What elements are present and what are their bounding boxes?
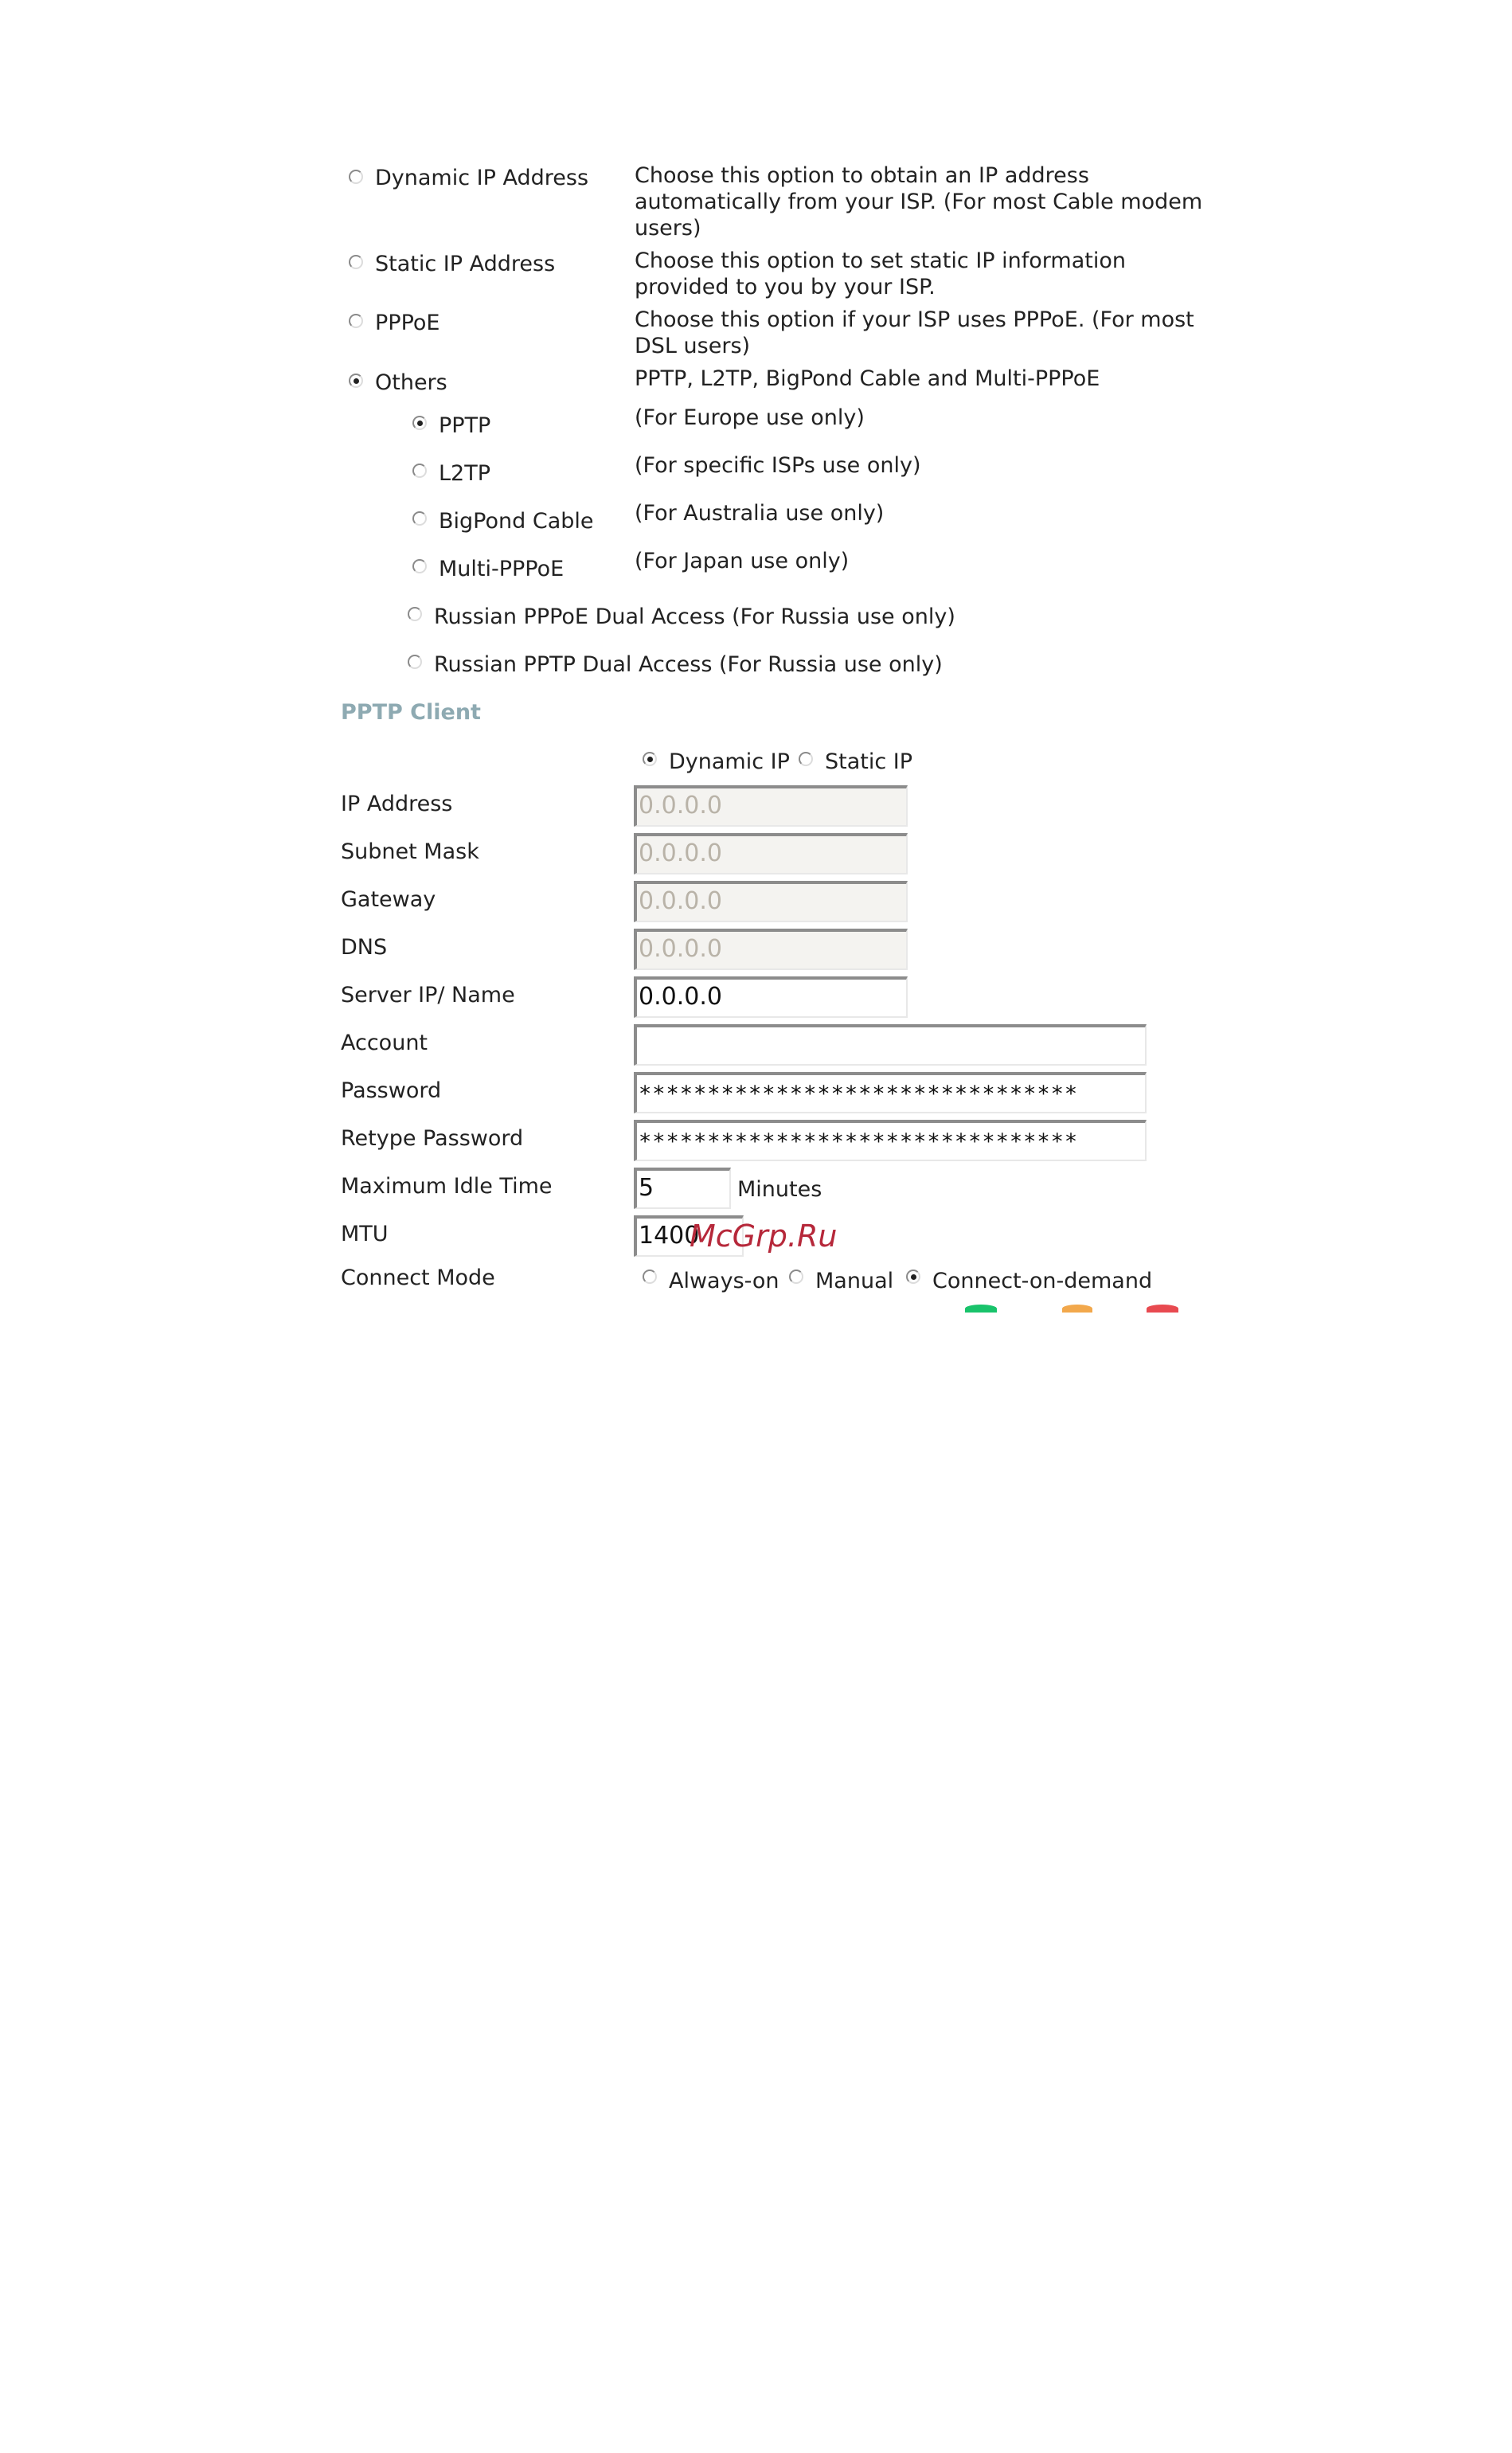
others-label: Others	[375, 370, 447, 395]
bigpond-label: BigPond Cable	[439, 509, 594, 534]
account-input[interactable]	[634, 1024, 1147, 1066]
multi-pppoe-radio[interactable]	[412, 559, 427, 573]
watermark-text: McGrp.Ru	[690, 1219, 838, 1254]
dns-input[interactable]: 0.0.0.0	[634, 929, 908, 970]
russian-pptp-radio[interactable]	[408, 655, 422, 669]
l2tp-desc: (For specific ISPs use only)	[635, 453, 921, 478]
dynamic-ip-radio[interactable]	[349, 170, 363, 184]
pptp-radio[interactable]	[412, 416, 427, 430]
manual-radio[interactable]	[789, 1270, 803, 1284]
subnet-mask-label: Subnet Mask	[341, 839, 479, 864]
connect-mode-label: Connect Mode	[341, 1266, 495, 1290]
gateway-input[interactable]: 0.0.0.0	[634, 881, 908, 922]
apply-button-partial[interactable]	[965, 1305, 997, 1313]
always-on-label: Always-on	[669, 1269, 779, 1293]
pptp-client-title: PPTP Client	[341, 700, 481, 725]
ip-address-input[interactable]: 0.0.0.0	[634, 785, 908, 827]
password-label: Password	[341, 1078, 442, 1103]
subnet-mask-input[interactable]: 0.0.0.0	[634, 833, 908, 874]
pptp-desc: (For Europe use only)	[635, 405, 865, 430]
idle-time-unit: Minutes	[737, 1177, 822, 1202]
bigpond-radio[interactable]	[412, 511, 427, 526]
pptp-label: PPTP	[439, 413, 491, 438]
pptp-static-ip-radio[interactable]	[799, 752, 813, 766]
bigpond-desc: (For Australia use only)	[635, 501, 885, 526]
pptp-static-ip-label: Static IP	[825, 749, 913, 774]
account-label: Account	[341, 1031, 428, 1055]
pptp-dynamic-ip-label: Dynamic IP	[669, 749, 790, 774]
server-input[interactable]: 0.0.0.0	[634, 976, 908, 1018]
cancel-button-partial[interactable]	[1062, 1305, 1092, 1313]
server-label: Server IP/ Name	[341, 983, 515, 1007]
pppoe-desc: Choose this option if your ISP uses PPPoE. (For most DSL users)	[635, 307, 1194, 358]
ip-address-label: IP Address	[341, 792, 453, 816]
multi-pppoe-desc: (For Japan use only)	[635, 549, 850, 573]
dynamic-ip-label: Dynamic IP Address	[375, 166, 589, 190]
retype-password-label: Retype Password	[341, 1126, 524, 1151]
static-ip-desc: Choose this option to set static IP information provided to you by your ISP.	[635, 248, 1126, 299]
retype-password-input[interactable]: ********************************	[634, 1120, 1147, 1161]
l2tp-radio[interactable]	[412, 464, 427, 478]
russian-pppoe-radio[interactable]	[408, 607, 422, 621]
russian-pptp-label: Russian PPTP Dual Access (For Russia use only)	[434, 652, 943, 677]
pppoe-label: PPPoE	[375, 311, 440, 335]
gateway-label: Gateway	[341, 887, 436, 912]
dynamic-ip-desc: Choose this option to obtain an IP address automatically from your ISP. (For most Cable modem users)	[635, 163, 1203, 241]
idle-time-input[interactable]: 5	[634, 1168, 731, 1209]
manual-label: Manual	[815, 1269, 894, 1293]
static-ip-radio[interactable]	[349, 255, 363, 269]
russian-pppoe-label: Russian PPPoE Dual Access (For Russia use only)	[434, 604, 955, 629]
others-radio[interactable]	[349, 374, 363, 388]
mtu-input[interactable]: 1400	[634, 1215, 744, 1257]
others-desc: PPTP, L2TP, BigPond Cable and Multi-PPPoE	[635, 366, 1100, 391]
static-ip-label: Static IP Address	[375, 252, 556, 276]
dns-label: DNS	[341, 935, 388, 960]
multi-pppoe-label: Multi-PPPoE	[439, 557, 565, 581]
l2tp-label: L2TP	[439, 461, 490, 486]
connect-on-demand-radio[interactable]	[906, 1270, 920, 1284]
close-button-partial[interactable]	[1147, 1305, 1178, 1313]
always-on-radio[interactable]	[643, 1270, 657, 1284]
connect-on-demand-label: Connect-on-demand	[932, 1269, 1153, 1293]
pptp-dynamic-ip-radio[interactable]	[643, 752, 657, 766]
idle-time-label: Maximum Idle Time	[341, 1174, 553, 1199]
password-input[interactable]: ********************************	[634, 1072, 1147, 1113]
mtu-label: MTU	[341, 1222, 389, 1246]
pppoe-radio[interactable]	[349, 314, 363, 328]
